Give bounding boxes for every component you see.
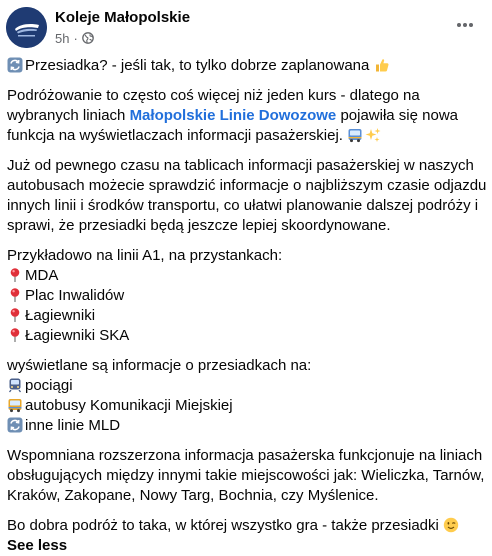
post-paragraph-7 [7, 516, 487, 556]
list-item [7, 396, 487, 416]
stop-name: Plac Inwalidów [25, 287, 125, 304]
sparkles-icon [365, 127, 381, 143]
para7-text: Bo dobra podróż to taka, w której wszystko gra - także przesiadki [7, 517, 439, 534]
round-pushpin-icon [7, 307, 23, 323]
post-paragraph-4 [7, 246, 487, 346]
intro-text: Przesiadka? - jeśli tak, to tylko dobrze zaplanowana [25, 57, 370, 74]
post-header [0, 0, 492, 54]
repeat-arrows-icon [7, 417, 23, 433]
list-item [7, 326, 487, 346]
list-item [7, 416, 487, 436]
round-pushpin-icon [7, 267, 23, 283]
meta-separator: · [73, 30, 78, 46]
post-meta [55, 29, 94, 47]
stop-name: MDA [25, 267, 59, 284]
post-text [7, 56, 487, 556]
bus-icon [7, 397, 23, 413]
list-item [7, 266, 487, 286]
post-timestamp[interactable]: 5h [55, 30, 70, 46]
transfer-item-text: autobusy Komunikacji Miejskiej [25, 397, 233, 414]
round-pushpin-icon [7, 327, 23, 343]
list-item [7, 286, 487, 306]
more-options-button[interactable] [450, 10, 480, 40]
post-paragraph-2 [7, 86, 487, 146]
more-horizontal-icon [456, 22, 474, 28]
page-name-link[interactable]: Koleje Małopolskie [55, 9, 191, 26]
para2-text-after: pojawiła się nowa funkcja na wyświetlaczach informacji pasażerskiej. [7, 107, 459, 144]
transfer-item-text: pociągi [25, 377, 73, 394]
transfer-item-text: inne linie MLD [25, 417, 121, 434]
repeat-arrows-icon [7, 57, 23, 73]
stop-name: Łagiewniki [25, 307, 96, 324]
train-icon [7, 377, 23, 393]
transfers-heading: wyświetlane są informacje o przesiadkach na: [7, 357, 312, 374]
post-paragraph-5 [7, 356, 487, 436]
thumbs-up-icon [374, 57, 390, 73]
list-item [7, 306, 487, 326]
list-item [7, 376, 487, 396]
bus-icon [347, 127, 363, 143]
post-paragraph-6: Wspomniana rozszerzona informacja pasażerska funkcjonuje na liniach obsługujących między innymi takie miejscowości jak: Wieliczka, Tarnów, Kraków, Zakopane, Nowy Targ, Bochnia, czy Myślenice. [7, 447, 485, 504]
para2-text-before: Podróżowanie to często coś więcej niż jeden kurs - dlatego na wybranych liniach [7, 87, 420, 124]
post-intro [7, 56, 487, 76]
post-paragraph-3: Już od pewnego czasu na tablicach informacji pasażerskiej w naszych autobusach możecie sprawdzić informacje o najbliższym czasie odjazdu innych linii i środków transportu, co ułatwi planowanie dalszej podróży i sprawi, że przesiadki będą jeszcze lepiej skoordynowane. [7, 157, 487, 234]
stop-name: Łagiewniki SKA [25, 327, 130, 344]
winking-face-icon [443, 517, 459, 533]
avatar[interactable] [6, 7, 47, 48]
globe-icon[interactable] [82, 32, 94, 44]
round-pushpin-icon [7, 287, 23, 303]
see-less-button[interactable]: See less [7, 537, 68, 554]
stops-heading: Przykładowo na linii A1, na przystankach: [7, 247, 283, 264]
malopolskie-linie-dowozowe-link[interactable]: Małopolskie Linie Dowozowe [129, 107, 337, 124]
